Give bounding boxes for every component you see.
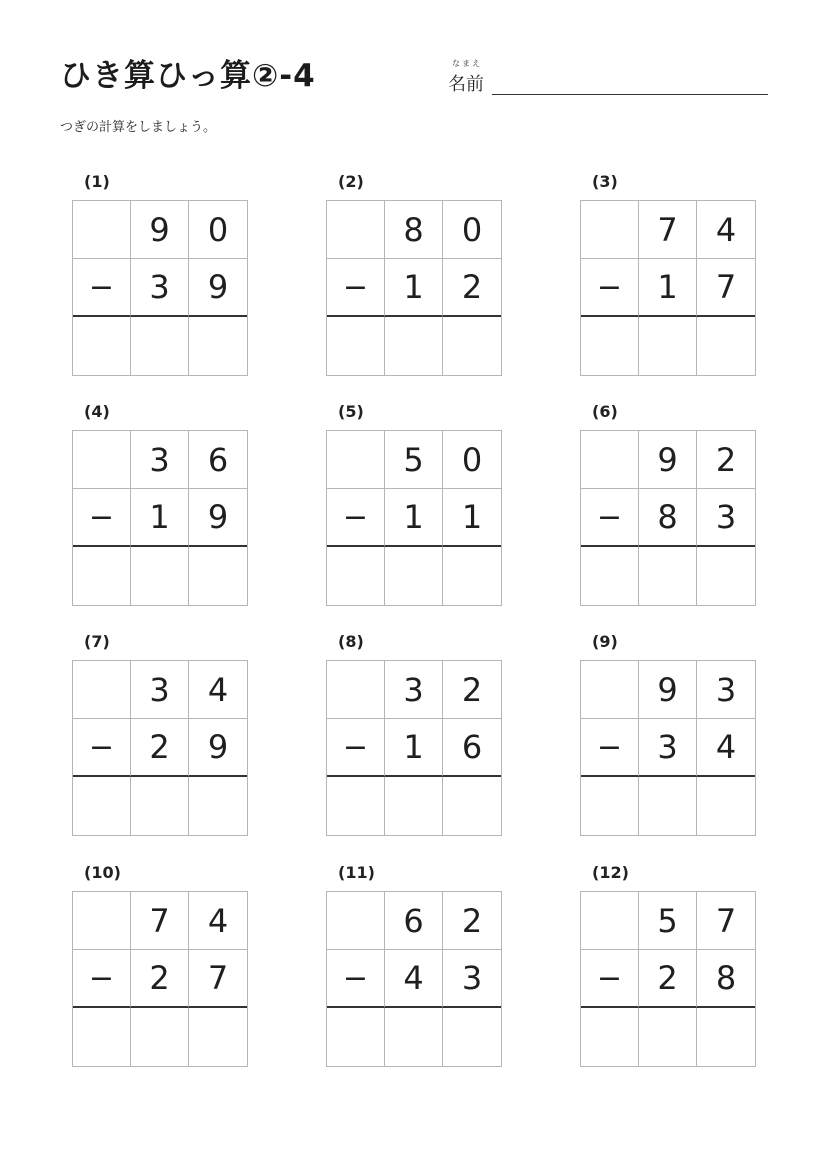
answer-cell-hundreds[interactable]	[581, 1008, 639, 1066]
subtrahend-tens-digit: 8	[639, 489, 697, 547]
answer-cell-tens[interactable]	[639, 1008, 697, 1066]
answer-cell-tens[interactable]	[385, 547, 443, 605]
answer-cell-hundreds[interactable]	[73, 317, 131, 375]
answer-cell-tens[interactable]	[385, 317, 443, 375]
answer-cell-ones[interactable]	[189, 317, 247, 375]
minuend-ones-digit: 2	[443, 661, 501, 719]
answer-cell-ones[interactable]	[443, 777, 501, 835]
minuend-tens-digit: 3	[131, 431, 189, 489]
subtrahend-tens-digit: 3	[131, 259, 189, 317]
answer-cell-hundreds[interactable]	[581, 547, 639, 605]
minuend-ones-digit: 3	[697, 661, 755, 719]
name-write-line[interactable]	[492, 94, 768, 95]
problem-number: (1)	[84, 172, 110, 191]
answer-cell-hundreds[interactable]	[327, 777, 385, 835]
answer-cell-tens[interactable]	[639, 317, 697, 375]
minuend-tens-digit: 5	[639, 892, 697, 950]
page-title: ひき算ひっ算②-4	[60, 58, 316, 94]
minus-sign: −	[327, 489, 385, 547]
minus-sign: −	[73, 719, 131, 777]
answer-cell-tens[interactable]	[639, 777, 697, 835]
problem-number: (8)	[338, 632, 364, 651]
problem-number: (9)	[592, 632, 618, 651]
minuend-ones-digit: 7	[697, 892, 755, 950]
minuend-ones-digit: 2	[443, 892, 501, 950]
minuend-ones-digit: 4	[697, 201, 755, 259]
minus-sign: −	[327, 719, 385, 777]
empty-cell	[327, 892, 385, 950]
answer-cell-hundreds[interactable]	[327, 317, 385, 375]
minus-sign: −	[581, 950, 639, 1008]
minuend-tens-digit: 9	[639, 661, 697, 719]
problem-grid	[72, 660, 248, 836]
minus-sign: −	[73, 489, 131, 547]
answer-cell-ones[interactable]	[443, 317, 501, 375]
answer-cell-tens[interactable]	[131, 1008, 189, 1066]
problem-grid	[580, 660, 756, 836]
answer-cell-hundreds[interactable]	[327, 547, 385, 605]
minuend-tens-digit: 6	[385, 892, 443, 950]
answer-cell-ones[interactable]	[697, 317, 755, 375]
minuend-tens-digit: 9	[639, 431, 697, 489]
answer-cell-hundreds[interactable]	[327, 1008, 385, 1066]
empty-cell	[327, 201, 385, 259]
minus-sign: −	[581, 259, 639, 317]
subtrahend-ones-digit: 3	[697, 489, 755, 547]
subtrahend-ones-digit: 9	[189, 259, 247, 317]
subtrahend-tens-digit: 1	[131, 489, 189, 547]
minuend-ones-digit: 2	[697, 431, 755, 489]
subtrahend-ones-digit: 4	[697, 719, 755, 777]
minuend-ones-digit: 4	[189, 661, 247, 719]
answer-cell-tens[interactable]	[131, 777, 189, 835]
minuend-ones-digit: 0	[443, 431, 501, 489]
empty-cell	[581, 892, 639, 950]
empty-cell	[327, 661, 385, 719]
subtrahend-ones-digit: 9	[189, 719, 247, 777]
answer-cell-hundreds[interactable]	[73, 1008, 131, 1066]
problem-grid	[72, 891, 248, 1067]
subtrahend-ones-digit: 3	[443, 950, 501, 1008]
problem-number: (3)	[592, 172, 618, 191]
problem-number: (12)	[592, 863, 629, 882]
problem-grid	[580, 200, 756, 376]
subtrahend-tens-digit: 1	[385, 719, 443, 777]
answer-cell-hundreds[interactable]	[581, 317, 639, 375]
empty-cell	[581, 201, 639, 259]
minuend-tens-digit: 5	[385, 431, 443, 489]
problem-number: (5)	[338, 402, 364, 421]
minuend-ones-digit: 6	[189, 431, 247, 489]
answer-cell-tens[interactable]	[639, 547, 697, 605]
answer-cell-hundreds[interactable]	[73, 777, 131, 835]
subtrahend-tens-digit: 1	[385, 489, 443, 547]
answer-cell-tens[interactable]	[385, 1008, 443, 1066]
name-block	[448, 58, 770, 98]
problem-grid	[326, 891, 502, 1067]
answer-cell-tens[interactable]	[131, 547, 189, 605]
subtrahend-tens-digit: 2	[639, 950, 697, 1008]
problem-grid	[580, 891, 756, 1067]
answer-cell-ones[interactable]	[189, 777, 247, 835]
subtrahend-ones-digit: 7	[697, 259, 755, 317]
minus-sign: −	[327, 259, 385, 317]
subtrahend-ones-digit: 7	[189, 950, 247, 1008]
minuend-tens-digit: 9	[131, 201, 189, 259]
empty-cell	[581, 661, 639, 719]
problem-number: (10)	[84, 863, 121, 882]
empty-cell	[73, 892, 131, 950]
problem-grid	[326, 430, 502, 606]
minuend-tens-digit: 7	[639, 201, 697, 259]
minus-sign: −	[73, 950, 131, 1008]
answer-cell-ones[interactable]	[189, 1008, 247, 1066]
subtrahend-ones-digit: 2	[443, 259, 501, 317]
empty-cell	[581, 431, 639, 489]
problem-number: (7)	[84, 632, 110, 651]
subtrahend-tens-digit: 3	[639, 719, 697, 777]
minuend-ones-digit: 0	[443, 201, 501, 259]
answer-cell-ones[interactable]	[697, 777, 755, 835]
problem-grid	[580, 430, 756, 606]
subtrahend-tens-digit: 1	[385, 259, 443, 317]
empty-cell	[73, 201, 131, 259]
name-ruby: なまえ	[452, 59, 482, 68]
name-label: 名前	[448, 74, 484, 95]
minuend-ones-digit: 4	[189, 892, 247, 950]
answer-cell-ones[interactable]	[443, 547, 501, 605]
minus-sign: −	[581, 489, 639, 547]
answer-cell-ones[interactable]	[443, 1008, 501, 1066]
subtrahend-ones-digit: 9	[189, 489, 247, 547]
minuend-tens-digit: 3	[131, 661, 189, 719]
subtrahend-ones-digit: 1	[443, 489, 501, 547]
problem-number: (4)	[84, 402, 110, 421]
instruction-text: つぎの計算をしましょう。	[60, 120, 217, 135]
answer-cell-tens[interactable]	[131, 317, 189, 375]
empty-cell	[73, 431, 131, 489]
subtrahend-tens-digit: 4	[385, 950, 443, 1008]
minus-sign: −	[327, 950, 385, 1008]
minuend-tens-digit: 8	[385, 201, 443, 259]
subtrahend-tens-digit: 2	[131, 719, 189, 777]
minuend-tens-digit: 7	[131, 892, 189, 950]
minus-sign: −	[73, 259, 131, 317]
problem-grid	[72, 200, 248, 376]
problem-grid	[72, 430, 248, 606]
minuend-ones-digit: 0	[189, 201, 247, 259]
empty-cell	[327, 431, 385, 489]
subtrahend-tens-digit: 1	[639, 259, 697, 317]
answer-cell-tens[interactable]	[385, 777, 443, 835]
empty-cell	[73, 661, 131, 719]
problem-number: (11)	[338, 863, 375, 882]
problem-number: (6)	[592, 402, 618, 421]
problem-grid	[326, 660, 502, 836]
minuend-tens-digit: 3	[385, 661, 443, 719]
problem-number: (2)	[338, 172, 364, 191]
subtrahend-ones-digit: 6	[443, 719, 501, 777]
answer-cell-hundreds[interactable]	[73, 547, 131, 605]
answer-cell-ones[interactable]	[189, 547, 247, 605]
answer-cell-hundreds[interactable]	[581, 777, 639, 835]
subtrahend-ones-digit: 8	[697, 950, 755, 1008]
answer-cell-ones[interactable]	[697, 1008, 755, 1066]
subtrahend-tens-digit: 2	[131, 950, 189, 1008]
answer-cell-ones[interactable]	[697, 547, 755, 605]
problem-grid	[326, 200, 502, 376]
minus-sign: −	[581, 719, 639, 777]
